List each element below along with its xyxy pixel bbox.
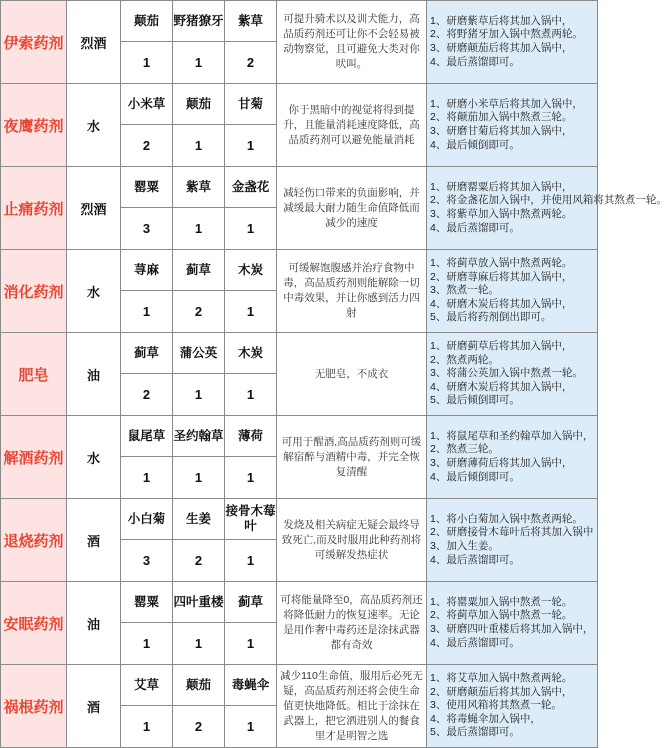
step-line: 3、研磨颠茄后将其加入锅中， bbox=[430, 42, 573, 54]
potion-name: 解酒药剂 bbox=[1, 416, 67, 499]
ingredient-name: 颠茄 bbox=[173, 665, 225, 706]
ingredient-name: 金盏花 bbox=[225, 167, 277, 208]
ingredient-quantity: 1 bbox=[173, 42, 225, 84]
ingredient-name: 蒲公英 bbox=[173, 333, 225, 374]
ingredient-quantity: 1 bbox=[121, 291, 173, 333]
ingredient-name: 木炭 bbox=[225, 333, 277, 374]
potion-base: 酒 bbox=[67, 665, 121, 748]
step-line: 3、熬煮一轮。 bbox=[430, 284, 499, 297]
ingredient-name: 小米草 bbox=[121, 84, 173, 125]
ingredient-name: 艾草 bbox=[121, 665, 173, 706]
potion-base: 油 bbox=[67, 582, 121, 665]
potion-effect: 减轻伤口带来的负面影响，并减缓最大耐力随生命值降低而减少的速度 bbox=[277, 167, 427, 250]
ingredient-quantity: 1 bbox=[173, 457, 225, 499]
ingredient-quantity: 1 bbox=[121, 42, 173, 84]
ingredient-name: 薄荷 bbox=[225, 416, 277, 457]
potion-name: 止痛药剂 bbox=[1, 167, 67, 250]
potion-name: 肥皂 bbox=[1, 333, 67, 416]
potion-steps bbox=[427, 499, 598, 582]
ingredient-quantity: 1 bbox=[173, 374, 225, 416]
potion-effect: 可提升骑术以及训犬能力，高品质药剂还可让你不会轻易被动物察觉，且可避免大类对你吠叫。 bbox=[277, 1, 427, 84]
ingredient-quantity: 1 bbox=[225, 291, 277, 333]
step-line: 2、将金盏花加入锅中，并使用风箱将其熬煮一轮。 bbox=[430, 194, 667, 207]
ingredient-name: 圣约翰草 bbox=[173, 416, 225, 457]
ingredient-name: 荨麻 bbox=[121, 250, 173, 291]
ingredient-quantity: 1 bbox=[225, 706, 277, 748]
potion-name: 退烧药剂 bbox=[1, 499, 67, 582]
potion-effect: 你于黑暗中的视觉将得到提升，且能量消耗速度降低，高品质药剂可以避免能量消耗 bbox=[277, 84, 427, 167]
ingredient-name: 蓟草 bbox=[121, 333, 173, 374]
ingredient-quantity: 2 bbox=[173, 540, 225, 582]
potion-effect: 无肥皂，不成衣 bbox=[277, 333, 427, 416]
step-line: 4、最后蒸馏即可。 bbox=[430, 553, 520, 566]
ingredient-quantity: 1 bbox=[225, 457, 277, 499]
step-line: 2、熬煮两轮。 bbox=[430, 353, 499, 366]
potion-steps bbox=[427, 1, 598, 84]
step-line: 4、将毒蝇伞加入锅中， bbox=[430, 712, 541, 725]
potion-name: 祸根药剂 bbox=[1, 665, 67, 748]
ingredient-quantity: 2 bbox=[173, 291, 225, 333]
ingredient-quantity: 1 bbox=[173, 623, 225, 665]
step-line: 1、研磨蓟草后将其加入锅中， bbox=[430, 340, 573, 353]
potion-effect: 可用于醒酒,高品质药剂则可缓解宿醉与酒精中毒，并完全恢复清醒 bbox=[277, 416, 427, 499]
ingredient-name: 鼠尾草 bbox=[121, 416, 173, 457]
ingredient-name: 罂粟 bbox=[121, 582, 173, 623]
ingredient-quantity: 2 bbox=[173, 706, 225, 748]
step-line: 4、最后倾倒即可。 bbox=[430, 138, 520, 151]
potion-row-ingredients bbox=[1, 416, 598, 457]
ingredient-quantity: 1 bbox=[225, 125, 277, 167]
step-line: 4、研磨木炭后将其加入锅中， bbox=[430, 380, 573, 393]
step-line: 2、将蓟草加入锅中熬煮一轮。 bbox=[430, 609, 573, 622]
step-line: 3、研磨四叶重楼后将其加入锅中， bbox=[430, 623, 594, 635]
ingredient-name: 甘菊 bbox=[225, 84, 277, 125]
ingredient-name: 罂粟 bbox=[121, 167, 173, 208]
ingredient-quantity: 3 bbox=[121, 540, 173, 582]
ingredient-quantity: 3 bbox=[121, 208, 173, 250]
ingredient-name: 紫草 bbox=[173, 167, 225, 208]
step-line: 4、最后蒸馏即可。 bbox=[430, 636, 520, 649]
step-line: 3、使用风箱将其熬煮一轮。 bbox=[430, 699, 562, 712]
step-line: 4、最后蒸馏即可。 bbox=[430, 221, 520, 234]
step-line: 1、将蓟草放入锅中熬煮两轮。 bbox=[430, 257, 573, 270]
ingredient-name: 小白菊 bbox=[121, 499, 173, 540]
ingredient-quantity: 1 bbox=[121, 706, 173, 748]
ingredient-quantity: 2 bbox=[121, 125, 173, 167]
potion-base: 水 bbox=[67, 416, 121, 499]
potion-name: 夜鹰药剂 bbox=[1, 84, 67, 167]
ingredient-quantity: 1 bbox=[225, 623, 277, 665]
ingredient-name: 四叶重楼 bbox=[173, 582, 225, 623]
potion-base: 酒 bbox=[67, 499, 121, 582]
step-line: 3、将紫草加入锅中熬煮两轮。 bbox=[430, 208, 573, 220]
potion-steps bbox=[427, 333, 598, 416]
ingredient-name: 木炭 bbox=[225, 250, 277, 291]
ingredient-quantity: 1 bbox=[121, 457, 173, 499]
ingredient-name: 生姜 bbox=[173, 499, 225, 540]
potion-base: 油 bbox=[67, 333, 121, 416]
ingredient-quantity: 1 bbox=[225, 540, 277, 582]
step-line: 1、将艾草加入锅中熬煮两轮。 bbox=[430, 672, 573, 685]
step-line: 2、熬煮三轮。 bbox=[430, 443, 499, 456]
ingredient-name: 毒蝇伞 bbox=[225, 665, 277, 706]
step-line: 1、将小白菊加入锅中熬煮两轮。 bbox=[430, 512, 583, 525]
step-line: 3、加入生姜。 bbox=[430, 540, 499, 552]
ingredient-quantity: 1 bbox=[173, 125, 225, 167]
table-body bbox=[1, 1, 667, 748]
potion-base: 烈酒 bbox=[67, 167, 121, 250]
step-line: 1、将罂粟加入锅中熬煮一轮。 bbox=[430, 595, 573, 608]
step-line: 3、将蒲公英加入锅中熬煮一轮。 bbox=[430, 367, 583, 380]
potion-steps bbox=[427, 582, 598, 665]
potion-effect: 发烧及相关病症无疑会最终导致死亡,而及时服用此种药剂将可缓解发热症状 bbox=[277, 499, 427, 582]
ingredient-name: 接骨木莓叶 bbox=[225, 499, 277, 540]
ingredient-quantity: 2 bbox=[121, 374, 173, 416]
potion-base: 水 bbox=[67, 250, 121, 333]
ingredient-name: 颠茄 bbox=[121, 1, 173, 42]
step-line: 5、最后倾倒即可。 bbox=[430, 394, 520, 407]
potion-steps bbox=[427, 167, 667, 250]
step-line: 3、研磨甘菊后将其加入锅中， bbox=[430, 125, 573, 137]
step-line: 2、研磨颠茄后将其加入锅中， bbox=[430, 685, 573, 698]
step-line: 2、研磨荨麻后将其加入锅中， bbox=[430, 270, 573, 283]
potion-steps bbox=[427, 416, 598, 499]
ingredient-quantity: 2 bbox=[225, 42, 277, 84]
potion-row-ingredients bbox=[1, 499, 598, 540]
ingredient-quantity: 1 bbox=[225, 208, 277, 250]
potion-steps bbox=[427, 84, 598, 167]
step-line: 2、将颠茄加入锅中熬煮三轮。 bbox=[430, 111, 573, 124]
potion-steps bbox=[427, 665, 598, 748]
potion-row-ingredients bbox=[1, 665, 598, 706]
potion-name: 安眠药剂 bbox=[1, 582, 67, 665]
potion-effect: 可将能量降至0，高品质药剂还将降低耐力的恢复速率。无论是用作奢中毒药还是涂抹武器都有奇效 bbox=[277, 582, 427, 665]
step-line: 4、最后蒸馏即可。 bbox=[430, 55, 520, 68]
potion-row-ingredients bbox=[1, 1, 598, 42]
potion-name: 伊索药剂 bbox=[1, 1, 67, 84]
potion-base: 水 bbox=[67, 84, 121, 167]
potion-effect: 可缓解饱腹感并治疗食物中毒，高品质药剂则能解除一切中毒效果，并让你感到活力四射 bbox=[277, 250, 427, 333]
potion-name: 消化药剂 bbox=[1, 250, 67, 333]
ingredient-quantity: 1 bbox=[225, 374, 277, 416]
potion-row-ingredients bbox=[1, 250, 598, 291]
ingredient-quantity: 1 bbox=[173, 208, 225, 250]
step-line: 2、将野猪牙加入锅中熬煮两轮。 bbox=[430, 28, 583, 41]
potion-steps bbox=[427, 250, 598, 333]
potion-row-ingredients bbox=[1, 582, 598, 623]
step-line: 1、研磨紫草后将其加入锅中， bbox=[430, 14, 573, 27]
potion-row-ingredients bbox=[1, 84, 598, 125]
ingredient-name: 颠茄 bbox=[173, 84, 225, 125]
step-line: 5、最后将药剂倒出即可。 bbox=[430, 311, 552, 324]
ingredient-name: 蓟草 bbox=[225, 582, 277, 623]
potion-row-ingredients bbox=[1, 333, 598, 374]
step-line: 1、研磨罂粟后将其加入锅中， bbox=[430, 180, 573, 193]
step-line: 5、最后蒸馏即可。 bbox=[430, 726, 520, 739]
potion-row-ingredients bbox=[1, 167, 598, 208]
step-line: 4、研磨木炭后将其加入锅中， bbox=[430, 297, 573, 310]
step-line: 4、最后倾倒即可。 bbox=[430, 470, 520, 483]
step-line: 3、研磨薄荷后将其加入锅中， bbox=[430, 457, 573, 469]
potion-base: 烈酒 bbox=[67, 1, 121, 84]
potion-effect: 减少110生命值，服用后必死无疑，高品质药剂还将会使生命值更快地降低。相比于涂抹在武器上，把它洒进别人的餐食里才是明智之选 bbox=[277, 665, 427, 748]
ingredient-name: 野猪獠牙 bbox=[173, 1, 225, 42]
ingredient-name: 紫草 bbox=[225, 1, 277, 42]
step-line: 1、将鼠尾草和圣约翰草加入锅中， bbox=[430, 429, 594, 442]
ingredient-quantity: 1 bbox=[121, 623, 173, 665]
ingredient-name: 蓟草 bbox=[173, 250, 225, 291]
step-line: 1、研磨小米草后将其加入锅中， bbox=[430, 97, 583, 110]
step-line: 2、研磨接骨木莓叶后将其加入锅中 bbox=[430, 526, 594, 539]
